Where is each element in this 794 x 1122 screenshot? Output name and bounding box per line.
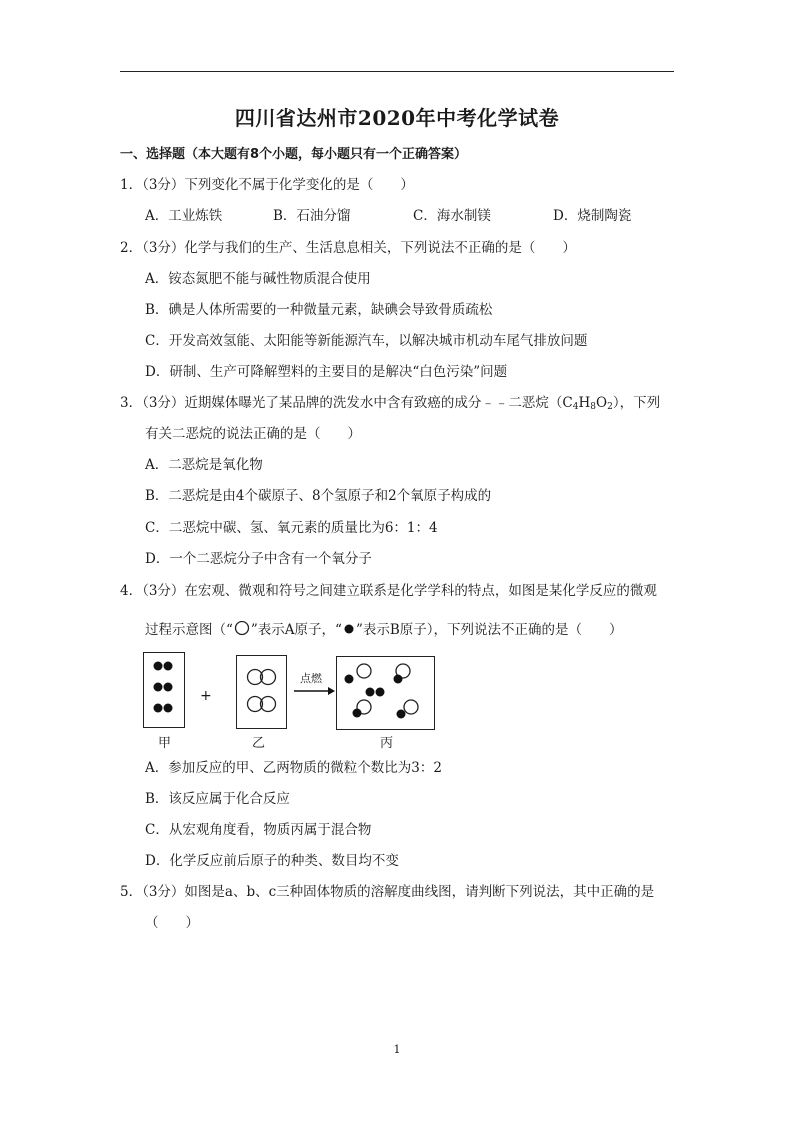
page-title: 四川省达州市2020年中考化学试卷 [234,106,560,130]
q3-stem-cont: 有关二恶烷的说法正确的是（ ） [145,426,361,442]
arrow-label: 点燃 [300,672,322,685]
molecules-jia [144,653,184,727]
q3-stem-tail: ），下列 [612,395,661,411]
q3-option-c: C．二恶烷中碳、氢、氧元素的质量比为6：1：4 [145,520,438,536]
q1-option-a: A．工业炼铁 [145,208,223,224]
q4-option-b: B．该反应属于化合反应 [145,791,290,807]
q3-formula-sub-o: 2 [607,402,613,412]
q1-stem: 1．（3分）下列变化不属于化学变化的是（ ） [120,177,414,193]
label-bing: 丙 [380,736,394,751]
q3-formula-o: O [596,395,608,411]
label-yi: 乙 [252,736,266,751]
right-arrow-icon [292,685,336,697]
q5-stem: 5．（3分）如图是a、b、c三种固体物质的溶解度曲线图，请判断下列说法，其中正确的是 [120,884,655,900]
q5-stem-cont: （ ） [145,915,199,931]
hollow-atom-icon [233,621,251,637]
header-rule [120,71,674,72]
q2-stem: 2．（3分）化学与我们的生产、生活息息相关，下列说法不正确的是（ ） [120,240,576,256]
page-number: 1 [393,1043,401,1056]
q2-option-a: A．铵态氮肥不能与碱性物质混合使用 [145,271,371,287]
box-bing [336,656,435,730]
section-heading: 一、选择题（本大题有8个小题，每小题只有一个正确答案） [120,147,468,162]
box-yi [236,655,287,729]
q3-stem [120,394,660,416]
q3-option-a: A．二恶烷是氧化物 [145,457,263,473]
q3-formula-sub-c: 4 [572,402,579,412]
q4-option-d: D．化学反应前后原子的种类、数目均不变 [145,853,399,869]
q4-stem-part3: ”表示B原子），下列说法不正确的是（ ） [355,622,623,638]
molecules-yi [237,656,286,728]
q1-option-d: D．烧制陶瓷 [553,208,632,224]
solid-atom-icon [342,623,356,637]
q3-formula-sub-h: 8 [590,402,597,412]
reaction-diagram [140,652,440,752]
q4-stem-cont [145,621,623,639]
q1-option-b: B．石油分馏 [273,208,351,224]
molecules-bing [337,657,434,729]
label-jia: 甲 [158,736,172,751]
box-jia [143,652,185,728]
q3-option-d: D．一个二恶烷分子中含有一个氧分子 [145,551,372,567]
q3-stem-text: 3．（3分）近期媒体曝光了某品牌的洗发水中含有致癌的成分﹣﹣二恶烷（C [120,395,573,411]
q1-option-c: C．海水制镁 [413,208,491,224]
q3-formula-h: H [578,395,591,411]
q2-option-c: C．开发高效氢能、太阳能等新能源汽车，以解决城市机动车尾气排放问题 [145,333,588,349]
q4-option-a: A．参加反应的甲、乙两物质的微粒个数比为3：2 [145,760,442,776]
q2-option-b: B．碘是人体所需要的一种微量元素，缺碘会导致骨质疏松 [145,302,493,318]
q3-option-b: B．二恶烷是由4个碳原子、8个氢原子和2个氧原子构成的 [145,488,492,504]
q4-stem: 4．（3分）在宏观、微观和符号之间建立联系是化学学科的特点，如图是某化学反应的微观 [120,583,657,599]
q4-stem-part2: ”表示A原子，“ [250,622,342,638]
q4-option-c: C．从宏观角度看，物质丙属于混合物 [145,822,372,838]
plus-sign: + [200,688,212,704]
q4-stem-part1: 过程示意图（“ [145,622,233,638]
q2-option-d: D．研制、生产可降解塑料的主要目的是解决“白色污染”问题 [145,364,508,380]
